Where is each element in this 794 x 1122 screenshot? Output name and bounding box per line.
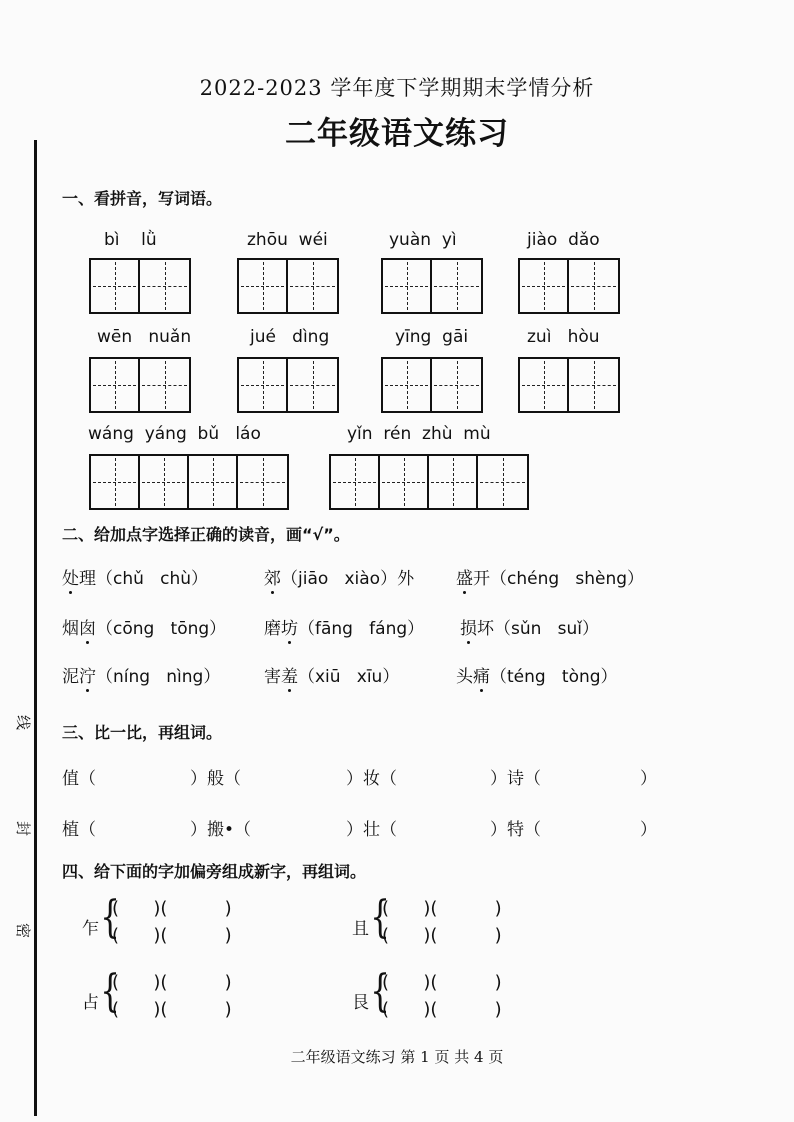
section3-title: 三、比一比，再组词。	[62, 723, 223, 742]
blank-line-4a[interactable]: ( )( )	[382, 972, 502, 993]
writing-grid-6[interactable]	[237, 357, 339, 413]
reading-item-7[interactable]: 泥泞（níng nìng）	[62, 667, 221, 687]
radical-char-3: 占	[82, 993, 99, 1013]
writing-grid-9[interactable]	[89, 454, 289, 510]
writing-grid-7[interactable]	[381, 357, 483, 413]
reading-item-8[interactable]: 害羞（xiū xīu）	[264, 667, 400, 687]
blank-line-3b[interactable]: ( )( )	[112, 999, 232, 1020]
reading-item-6[interactable]: 损坏（sǔn suǐ）	[460, 619, 599, 639]
compare-word-end-1: ）	[640, 769, 657, 789]
reading-item-5[interactable]: 磨坊（fāng fáng）	[264, 619, 425, 639]
writing-grid-5[interactable]	[89, 357, 191, 413]
pinyin-10: yǐn rén zhù mù	[347, 424, 491, 444]
writing-grid-2[interactable]	[237, 258, 339, 314]
pinyin-2: zhōu wéi	[247, 230, 328, 250]
blank-line-3a[interactable]: ( )( )	[112, 972, 232, 993]
section4-title: 四、给下面的字加偏旁组成新字，再组词。	[62, 862, 367, 881]
exam-subtitle: 2022-2023 学年度下学期期末学情分析	[199, 76, 595, 100]
radical-char-1: 乍	[82, 919, 99, 939]
pinyin-6: jué dìng	[250, 327, 330, 347]
brace-3: {	[100, 966, 120, 1017]
pinyin-7: yīng gāi	[395, 327, 469, 347]
blank-line-4b[interactable]: ( )( )	[382, 999, 502, 1020]
reading-item-3[interactable]: 盛开（chéng shèng）	[456, 569, 645, 589]
side-mark-feng: 封	[14, 820, 33, 837]
compare-word-5: 植（	[62, 820, 96, 840]
writing-grid-4[interactable]	[518, 258, 620, 314]
section2-title: 二、给加点字选择正确的读音，画“√”。	[62, 525, 350, 544]
compare-word-7: ）壮（	[346, 820, 397, 840]
side-mark-mi: 密	[14, 922, 33, 939]
compare-word-3: ）妆（	[346, 769, 397, 789]
writing-grid-8[interactable]	[518, 357, 620, 413]
page-footer: 二年级语文练习 第 1 页 共 4 页	[290, 1048, 504, 1066]
compare-word-1: 值（	[62, 769, 96, 789]
blank-line-2b[interactable]: ( )( )	[382, 925, 502, 946]
reading-item-9[interactable]: 头痛（téng tòng）	[456, 667, 618, 687]
pinyin-4: jiào dǎo	[527, 230, 600, 250]
pinyin-9: wáng yáng bǔ láo	[88, 424, 261, 444]
brace-1: {	[100, 892, 120, 943]
writing-grid-1[interactable]	[89, 258, 191, 314]
side-mark-xian: 线	[14, 714, 33, 731]
compare-word-end-2: ）	[640, 820, 657, 840]
pinyin-8: zuì hòu	[527, 327, 600, 347]
radical-char-2: 且	[352, 919, 369, 939]
writing-grid-10[interactable]	[329, 454, 529, 510]
reading-item-2[interactable]: 郊（jiāo xiào）外	[264, 569, 415, 589]
brace-2: {	[370, 892, 390, 943]
exam-title: 二年级语文练习	[285, 116, 509, 152]
compare-word-8: ）特（	[490, 820, 541, 840]
writing-grid-3[interactable]	[381, 258, 483, 314]
compare-word-4: ）诗（	[490, 769, 541, 789]
blank-line-2a[interactable]: ( )( )	[382, 898, 502, 919]
reading-item-1[interactable]: 处理（chǔ chù）	[62, 569, 209, 589]
pinyin-1: bì lǜ	[104, 230, 157, 250]
blank-line-1b[interactable]: ( )( )	[112, 925, 232, 946]
compare-word-2: ）般（	[190, 769, 241, 789]
radical-char-4: 艮	[352, 993, 369, 1013]
pinyin-5: wēn nuǎn	[97, 327, 192, 347]
binding-line	[34, 140, 37, 1116]
section1-title: 一、看拼音，写词语。	[62, 189, 223, 208]
reading-item-4[interactable]: 烟囱（cōng tōng）	[62, 619, 227, 639]
brace-4: {	[370, 966, 390, 1017]
compare-word-6: ）搬•（	[190, 820, 252, 840]
pinyin-3: yuàn yì	[389, 230, 457, 250]
blank-line-1a[interactable]: ( )( )	[112, 898, 232, 919]
